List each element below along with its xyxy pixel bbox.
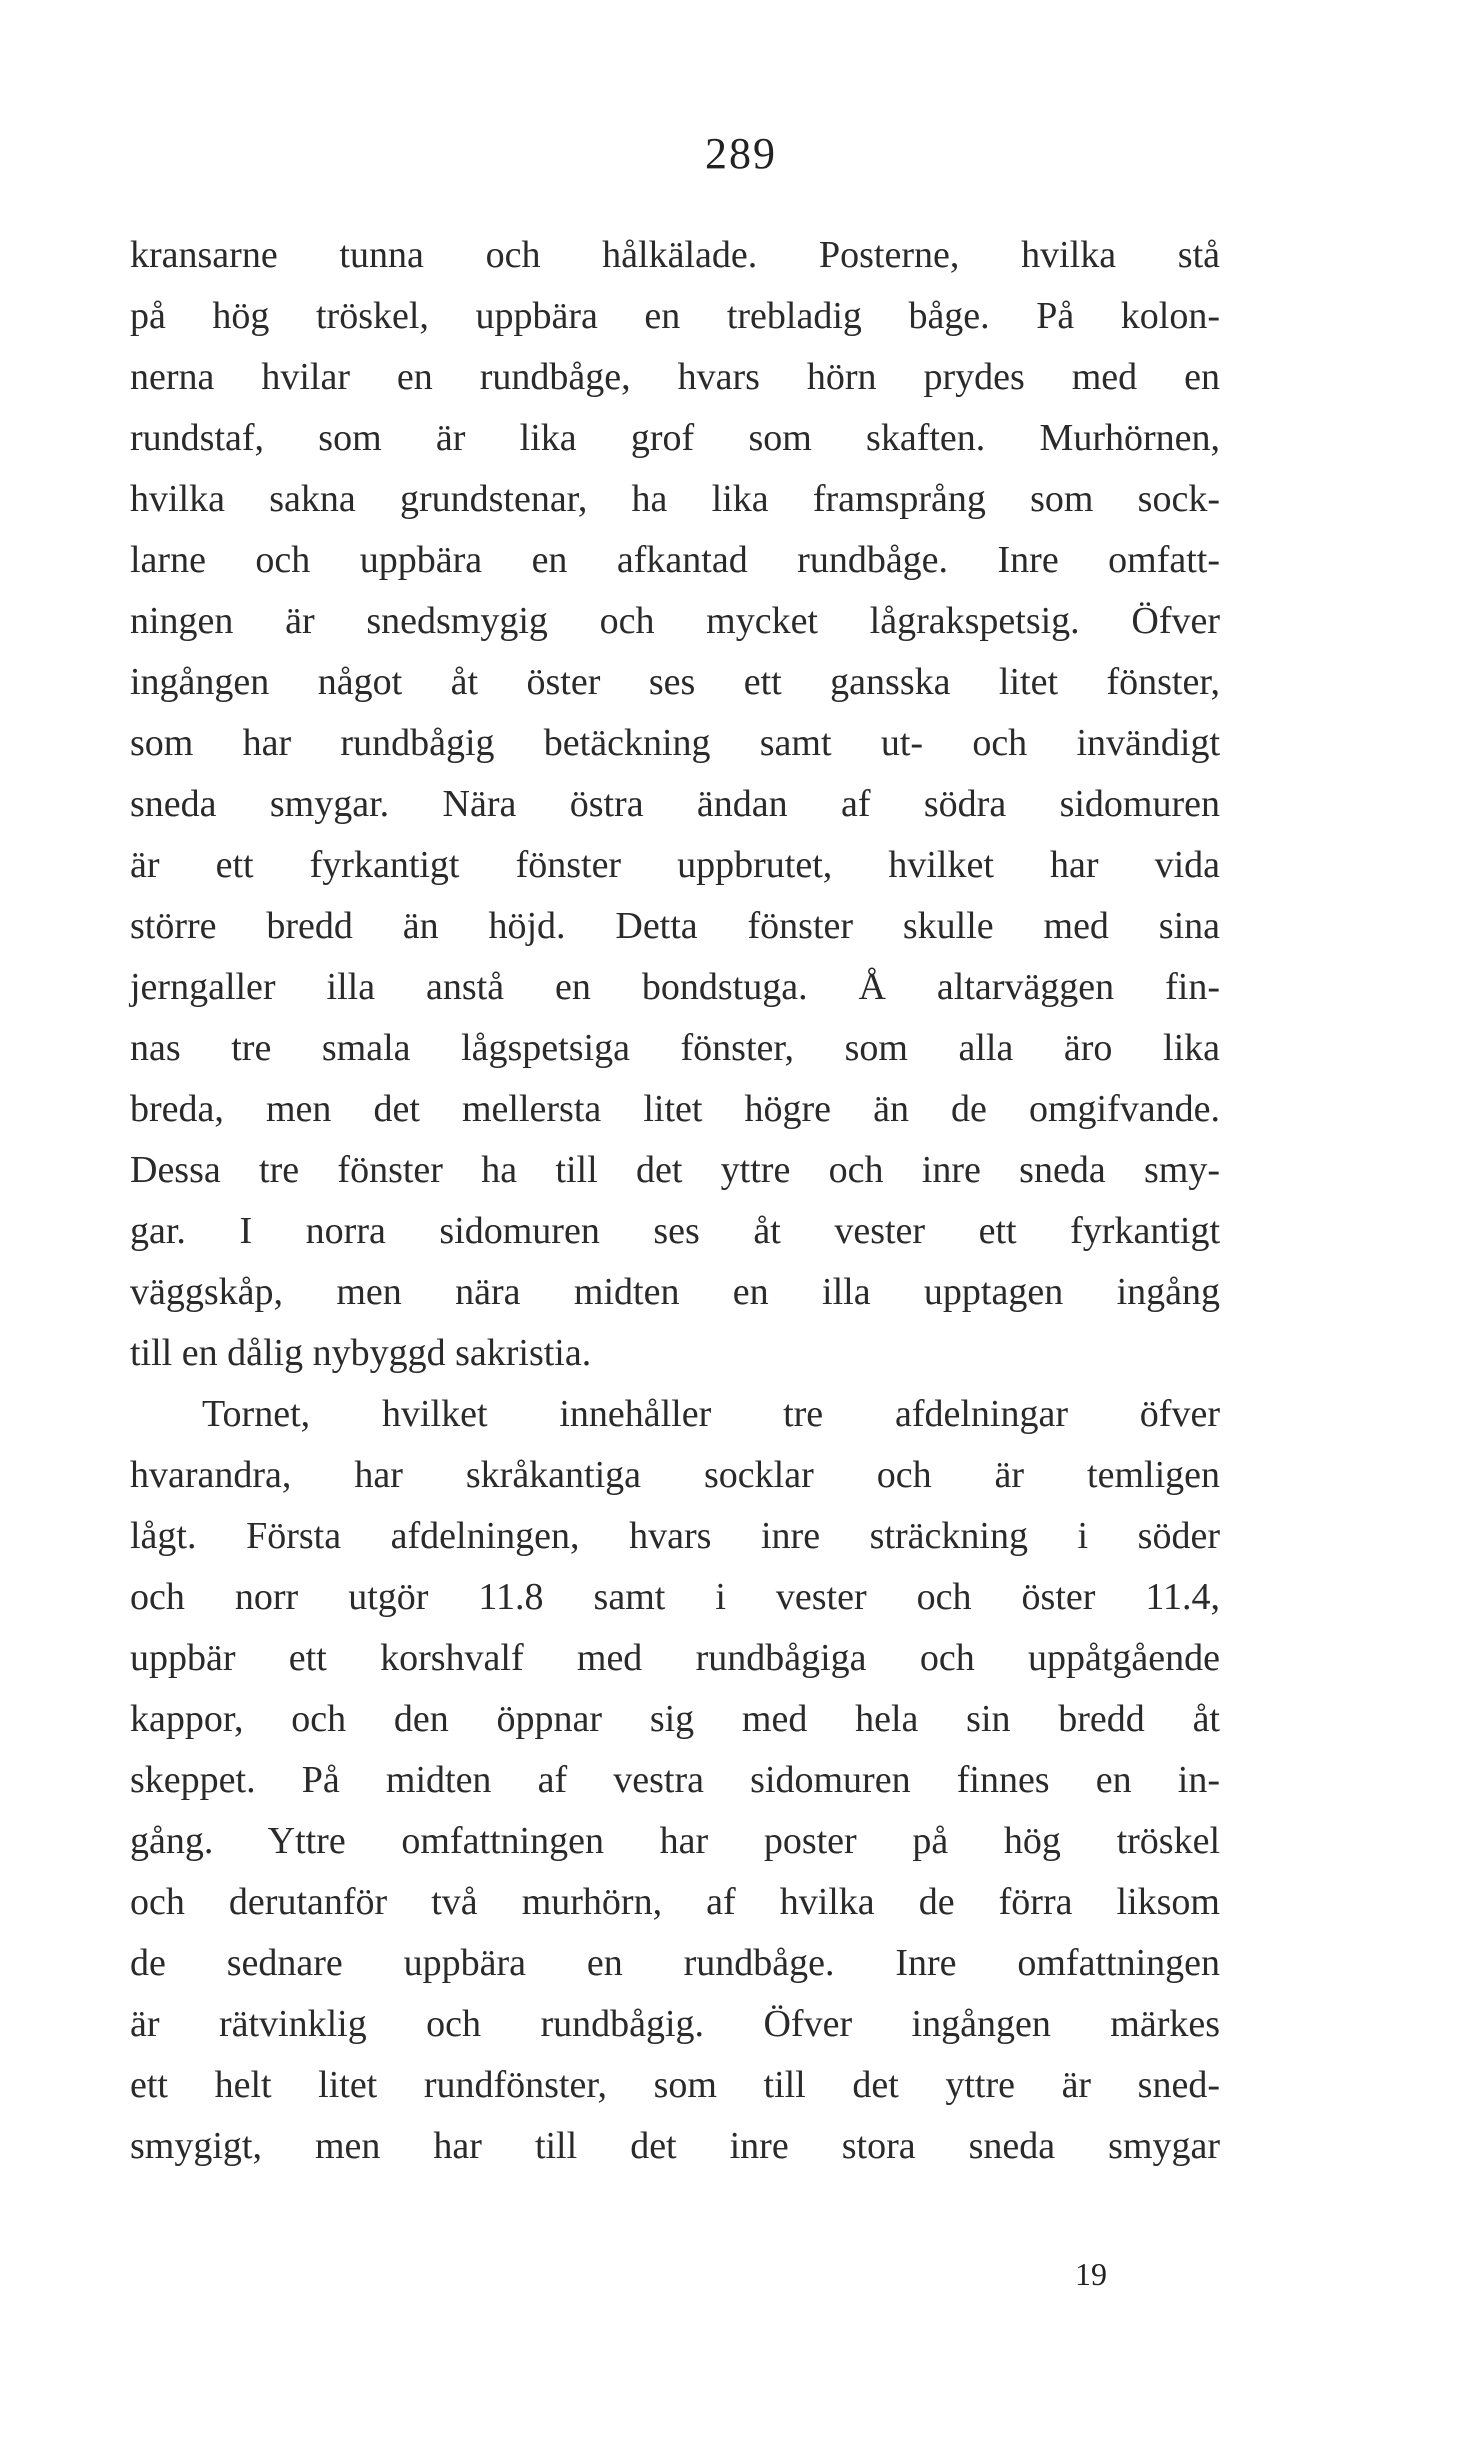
text-line: är rätvinklig och rundbågig. Öfver ingången märkes bbox=[130, 2003, 1220, 2045]
text-line: rundstaf, som är lika grof som skaften. Murhörnen, bbox=[130, 417, 1220, 459]
text-line: kappor, och den öppnar sig med hela sin bredd åt bbox=[130, 1698, 1220, 1740]
text-line: större bredd än höjd. Detta fönster skulle med sina bbox=[130, 905, 1220, 947]
text-line: nas tre smala lågspetsiga fönster, som alla äro lika bbox=[130, 1027, 1220, 1069]
text-line: är ett fyrkantigt fönster uppbrutet, hvilket har vida bbox=[130, 844, 1220, 886]
text-line: ningen är snedsmygig och mycket lågrakspetsig. Öfver bbox=[130, 600, 1220, 642]
body-text bbox=[130, 225, 1220, 2177]
text-line: som har rundbågig betäckning samt ut- och invändigt bbox=[130, 722, 1220, 764]
text-line: smygigt, men har till det inre stora sneda smygar bbox=[130, 2125, 1220, 2167]
text-line: hvarandra, har skråkantiga socklar och är temligen bbox=[130, 1454, 1220, 1496]
text-line: larne och uppbära en afkantad rundbåge. Inre omfatt- bbox=[130, 539, 1220, 581]
text-line: breda, men det mellersta litet högre än de omgifvande. bbox=[130, 1088, 1220, 1130]
signature-mark: 19 bbox=[1075, 2256, 1107, 2292]
text-line: på hög tröskel, uppbära en trebladig båge. På kolon- bbox=[130, 295, 1220, 337]
text-line: ingången något åt öster ses ett gansska litet fönster, bbox=[130, 661, 1220, 703]
text-line: de sednare uppbära en rundbåge. Inre omfattningen bbox=[130, 1942, 1220, 1984]
text-line: nerna hvilar en rundbåge, hvars hörn prydes med en bbox=[130, 356, 1220, 398]
paragraph-start-line: Tornet, hvilket innehåller tre afdelningar öfver bbox=[202, 1393, 1220, 1435]
text-line: sneda smygar. Nära östra ändan af södra sidomuren bbox=[130, 783, 1220, 825]
text-line: gar. I norra sidomuren ses åt vester ett fyrkantigt bbox=[130, 1210, 1220, 1252]
text-line: skeppet. På midten af vestra sidomuren finnes en in- bbox=[130, 1759, 1220, 1801]
text-line: och norr utgör 11.8 samt i vester och öster 11.4, bbox=[130, 1576, 1220, 1618]
text-line: kransarne tunna och hålkälade. Posterne, hvilka stå bbox=[130, 234, 1220, 276]
text-line: Dessa tre fönster ha till det yttre och inre sneda smy- bbox=[130, 1149, 1220, 1191]
text-line: till en dålig nybyggd sakristia. bbox=[130, 1332, 592, 1374]
page-number: 289 bbox=[705, 129, 777, 178]
text-line: lågt. Första afdelningen, hvars inre sträckning i söder bbox=[130, 1515, 1220, 1557]
text-line: och derutanför två murhörn, af hvilka de förra liksom bbox=[130, 1881, 1220, 1923]
text-line: väggskåp, men nära midten en illa upptagen ingång bbox=[130, 1271, 1220, 1313]
text-line: hvilka sakna grundstenar, ha lika framsprång som sock- bbox=[130, 478, 1220, 520]
text-line: ett helt litet rundfönster, som till det yttre är sned- bbox=[130, 2064, 1220, 2106]
text-line: uppbär ett korshvalf med rundbågiga och uppåtgående bbox=[130, 1637, 1220, 1679]
text-line: gång. Yttre omfattningen har poster på hög tröskel bbox=[130, 1820, 1220, 1862]
text-line: jerngaller illa anstå en bondstuga. Å altarväggen fin- bbox=[130, 966, 1220, 1008]
